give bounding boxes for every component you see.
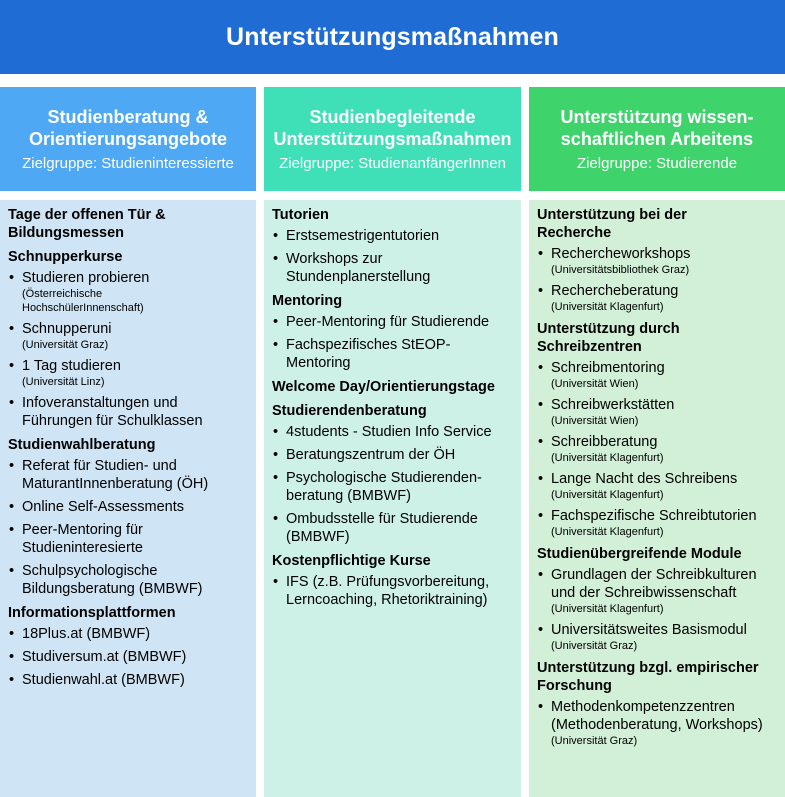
item-provider-line: (Universität Graz) — [551, 640, 638, 652]
column-target-group: Zielgruppe: StudienanfängerInnen — [279, 154, 506, 172]
item-name — [551, 282, 777, 300]
item-provider — [551, 602, 777, 616]
item-provider — [551, 300, 777, 314]
item-provider-line: (Universität Wien) — [551, 378, 639, 390]
section-heading-line: Recherche — [537, 225, 612, 241]
item-name-line: Online Self-Assessments — [22, 499, 184, 515]
section-heading — [537, 320, 777, 356]
section-list — [8, 269, 248, 430]
item-provider — [551, 451, 777, 465]
item-name-line: Lerncoaching, Rhetoriktraining) — [286, 592, 488, 608]
item-name-line: Workshops zur — [286, 251, 383, 267]
list-item — [272, 423, 513, 441]
item-provider-line: (Universität Graz) — [22, 339, 109, 351]
section-heading-line: Kostenpflichtige Kurse — [272, 553, 431, 569]
column-title-line: Unterstützung wissen- — [560, 106, 754, 127]
section-heading-line: Welcome Day/Orientierungstage — [272, 379, 495, 395]
list-item — [8, 394, 248, 430]
item-name-line: Methodenkompetenzzentren — [551, 699, 735, 715]
item-provider-line: (Österreichische — [22, 288, 103, 300]
item-provider — [22, 287, 248, 315]
list-item — [8, 562, 248, 598]
item-provider-line: (Universität Linz) — [22, 376, 105, 388]
item-name — [286, 573, 513, 609]
column-body-studienbegleitend — [264, 200, 521, 797]
item-name — [22, 320, 248, 338]
section-heading-line: Studienwahlberatung — [8, 437, 156, 453]
section-heading — [8, 248, 248, 266]
section-heading — [8, 206, 248, 242]
item-name-line: Beratungszentrum der ÖH — [286, 447, 456, 463]
item-name-line: IFS (z.B. Prüfungsvorbereitung, — [286, 574, 490, 590]
item-provider — [551, 488, 777, 502]
section-heading — [272, 292, 513, 310]
section-heading — [272, 378, 513, 396]
list-item — [8, 521, 248, 557]
section-list — [272, 227, 513, 286]
item-name-line: Studieninteresierte — [22, 540, 143, 556]
list-item — [272, 469, 513, 505]
column-target-group: Zielgruppe: Studierende — [576, 154, 738, 172]
item-name-line: Lange Nacht des Schreibens — [551, 471, 738, 487]
section-heading-line: Tutorien — [272, 207, 329, 223]
item-name-line: Grundlagen der Schreibkulturen — [551, 567, 757, 583]
list-item — [537, 566, 777, 616]
item-name-line: Fachspezifische Schreibtutorien — [551, 508, 757, 524]
item-provider — [551, 639, 777, 653]
section-list — [8, 457, 248, 598]
list-item — [8, 269, 248, 315]
list-item — [8, 648, 248, 666]
item-provider-line: HochschülerInnenschaft) — [22, 302, 144, 314]
item-name — [22, 562, 248, 598]
section-list — [272, 573, 513, 609]
list-item — [8, 357, 248, 389]
item-name-line: Mentoring — [286, 355, 351, 371]
section-heading-line: Tage der offenen Tür & — [8, 207, 166, 223]
column-title-line: Orientierungsangebote — [28, 128, 228, 149]
section-heading-line: Informationsplattformen — [8, 605, 176, 621]
item-name-line: Peer-Mentoring für Studierende — [286, 314, 490, 330]
item-name-line: Fachspezifisches StEOP- — [286, 337, 451, 353]
list-item — [537, 359, 777, 391]
section-heading — [272, 402, 513, 420]
list-item — [537, 282, 777, 314]
column-header-wissenschaftliches-arbeiten — [529, 87, 785, 191]
page-title: Unterstützungsmaßnahmen — [0, 0, 785, 74]
section-heading-line: Bildungsmessen — [8, 225, 125, 241]
column-header-studienberatung — [0, 87, 256, 191]
section-list — [272, 423, 513, 546]
item-name — [286, 250, 513, 286]
column-title-line: Studienberatung & — [47, 106, 209, 127]
item-provider — [22, 338, 248, 352]
item-name — [286, 423, 513, 441]
list-item — [537, 396, 777, 428]
list-item — [8, 671, 248, 689]
item-provider-line: (Universität Graz) — [551, 735, 638, 747]
column-header-studienbegleitend — [264, 87, 521, 191]
item-name — [22, 648, 248, 666]
section-heading — [8, 436, 248, 454]
section-heading — [537, 545, 777, 563]
item-name — [551, 698, 777, 734]
column-title — [29, 106, 227, 150]
item-name — [551, 507, 777, 525]
item-name-line: Peer-Mentoring für — [22, 522, 143, 538]
list-item — [272, 313, 513, 331]
item-name-line: Erstsemestrigentutorien — [286, 228, 440, 244]
list-item — [537, 621, 777, 653]
item-name-line: Schnupperuni — [22, 321, 112, 337]
item-name-line: Psychologische Studierenden- — [286, 470, 482, 486]
item-name — [22, 457, 248, 493]
list-item — [272, 227, 513, 245]
section-heading-line: Unterstützung durch — [537, 321, 680, 337]
item-name — [286, 227, 513, 245]
section-list — [537, 566, 777, 653]
item-provider — [551, 377, 777, 391]
section-list — [537, 245, 777, 314]
section-heading-line: Studierendenberatung — [272, 403, 427, 419]
item-name — [551, 245, 777, 263]
section-heading-line: Unterstützung bei der — [537, 207, 687, 223]
item-provider-line: (Universität Wien) — [551, 415, 639, 427]
item-name-line: beratung (BMBWF) — [286, 488, 411, 504]
item-name-line: Studieren probieren — [22, 270, 150, 286]
column-title — [560, 106, 753, 150]
item-name — [286, 469, 513, 505]
column-title-line: Studienbegleitende — [309, 106, 476, 127]
list-item — [272, 510, 513, 546]
item-name — [286, 510, 513, 546]
item-name-line: Studiversum.at (BMBWF) — [22, 649, 187, 665]
list-item — [537, 698, 777, 748]
list-item — [537, 470, 777, 502]
item-provider-line: (Universität Klagenfurt) — [551, 301, 664, 313]
column-body-studienberatung — [0, 200, 256, 797]
item-name — [22, 269, 248, 287]
list-item — [272, 250, 513, 286]
item-name-line: Ombudsstelle für Studierende — [286, 511, 478, 527]
section-list — [8, 625, 248, 689]
item-name — [22, 498, 248, 516]
item-name-line: Universitätsweites Basismodul — [551, 622, 747, 638]
item-name — [551, 396, 777, 414]
section-heading — [8, 604, 248, 622]
item-name-line: Studienwahl.at (BMBWF) — [22, 672, 185, 688]
item-provider-line: (Universität Klagenfurt) — [551, 452, 664, 464]
item-name-line: 1 Tag studieren — [22, 358, 121, 374]
item-name-line: Infoveranstaltungen und — [22, 395, 178, 411]
item-name-line: Bildungsberatung (BMBWF) — [22, 581, 203, 597]
column-title-line: schaftlichen Arbeitens — [560, 128, 754, 149]
column-title-line: Unterstützungsmaßnahmen — [273, 128, 512, 149]
item-provider — [551, 263, 777, 277]
section-heading — [272, 206, 513, 224]
item-name-line: Schreibberatung — [551, 434, 658, 450]
item-provider-line: (Universität Klagenfurt) — [551, 526, 664, 538]
item-name — [22, 625, 248, 643]
section-heading-line: Studienübergreifende Module — [537, 546, 742, 562]
item-name-line: 18Plus.at (BMBWF) — [22, 626, 151, 642]
item-name — [286, 446, 513, 464]
list-item — [8, 457, 248, 493]
section-heading — [537, 206, 777, 242]
item-name — [551, 359, 777, 377]
item-name — [22, 357, 248, 375]
section-list — [537, 698, 777, 748]
item-name — [551, 621, 777, 639]
item-provider-line: (Universitätsbibliothek Graz) — [551, 264, 690, 276]
item-name-line: Referat für Studien- und — [22, 458, 177, 474]
item-name-line: (BMBWF) — [286, 529, 350, 545]
item-provider-line: (Universität Klagenfurt) — [551, 489, 664, 501]
list-item — [537, 507, 777, 539]
section-heading-line: Unterstützung bzgl. empirischer — [537, 660, 759, 676]
section-list — [272, 313, 513, 372]
section-heading — [537, 659, 777, 695]
item-name-line: MaturantInnenberatung (ÖH) — [22, 476, 209, 492]
item-name — [551, 433, 777, 451]
item-provider — [551, 734, 777, 748]
column-body-wissenschaftliches-arbeiten — [529, 200, 785, 797]
item-name-line: 4students - Studien Info Service — [286, 424, 492, 440]
list-item — [537, 245, 777, 277]
section-list — [537, 359, 777, 539]
item-provider-line: (Universität Klagenfurt) — [551, 603, 664, 615]
item-name — [551, 566, 777, 602]
section-heading — [272, 552, 513, 570]
item-name-line: (Methodenberatung, Workshops) — [551, 717, 763, 733]
list-item — [8, 320, 248, 352]
item-name-line: Schreibwerkstätten — [551, 397, 675, 413]
item-name — [22, 671, 248, 689]
item-provider — [551, 525, 777, 539]
list-item — [537, 433, 777, 465]
section-heading-line: Mentoring — [272, 293, 343, 309]
list-item — [8, 498, 248, 516]
item-name-line: Rechercheworkshops — [551, 246, 691, 262]
item-name-line: Rechercheberatung — [551, 283, 679, 299]
item-name-line: und der Schreibwissenschaft — [551, 585, 737, 601]
column-target-group: Zielgruppe: Studieninteressierte — [22, 154, 234, 172]
item-name — [22, 394, 248, 430]
item-name-line: Schreibmentoring — [551, 360, 665, 376]
section-heading-line: Schnupperkurse — [8, 249, 123, 265]
item-provider — [22, 375, 248, 389]
list-item — [8, 625, 248, 643]
item-name — [551, 470, 777, 488]
item-name — [22, 521, 248, 557]
item-name-line: Stundenplanerstellung — [286, 269, 431, 285]
item-name — [286, 313, 513, 331]
item-name-line: Schulpsychologische — [22, 563, 158, 579]
item-provider — [551, 414, 777, 428]
list-item — [272, 573, 513, 609]
item-name — [286, 336, 513, 372]
list-item — [272, 336, 513, 372]
section-heading-line: Schreibzentren — [537, 339, 642, 355]
column-title — [273, 106, 511, 150]
item-name-line: Führungen für Schulklassen — [22, 413, 203, 429]
section-heading-line: Forschung — [537, 678, 612, 694]
list-item — [272, 446, 513, 464]
